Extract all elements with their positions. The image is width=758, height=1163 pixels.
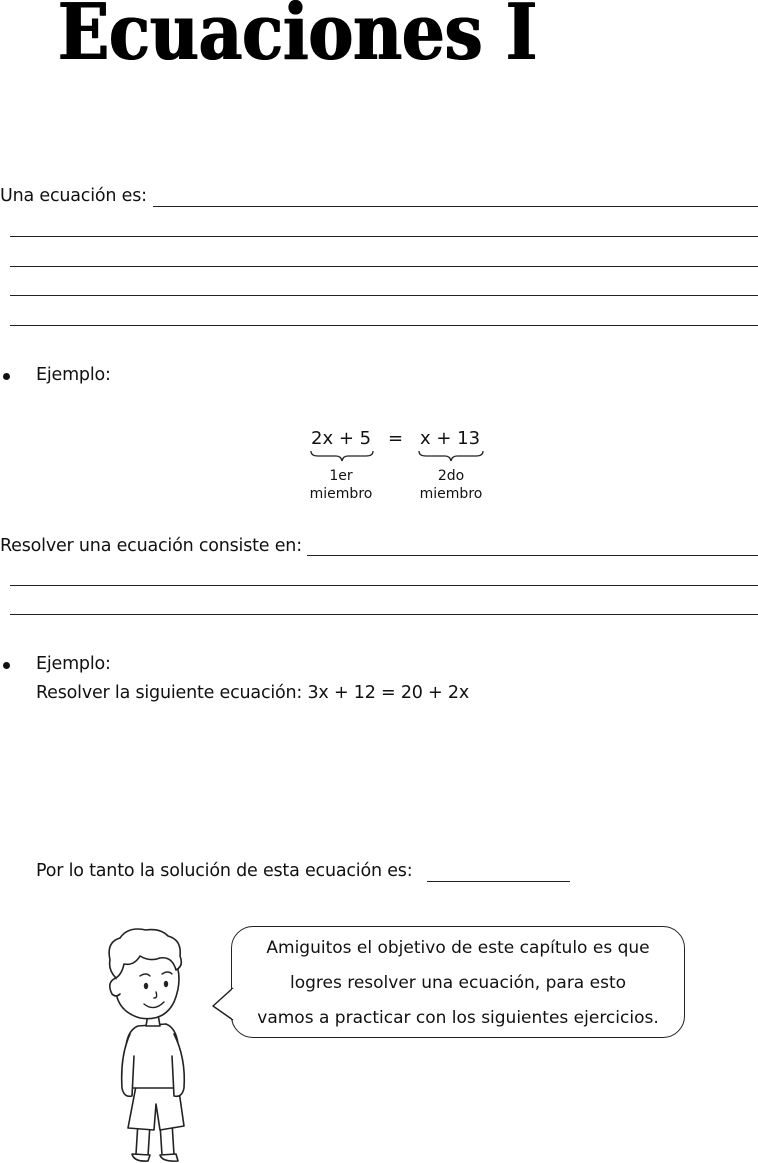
answer-line[interactable] — [10, 295, 758, 296]
speech-bubble — [231, 926, 685, 1038]
boy-illustration — [98, 926, 208, 1163]
answer-line[interactable] — [10, 585, 758, 586]
underbrace-icon — [310, 449, 374, 463]
example-label: Ejemplo: — [36, 654, 111, 674]
equation-equals: = — [388, 428, 404, 449]
solution-answer-line[interactable] — [427, 881, 570, 882]
equation-right-side: x + 13 — [420, 428, 481, 449]
solve-prompt: Resolver una ecuación consiste en: — [0, 536, 302, 556]
definition-prompt: Una ecuación es: — [0, 186, 147, 206]
speech-bubble-line: vamos a practicar con los siguientes ejercicios. — [257, 1008, 659, 1028]
answer-line[interactable] — [10, 325, 758, 326]
bullet-icon — [3, 373, 10, 380]
answer-line[interactable] — [153, 206, 758, 207]
left-member-label: 1er miembro — [309, 468, 373, 502]
example-label: Ejemplo: — [36, 365, 111, 385]
right-member-label: 2do miembro — [419, 468, 483, 502]
conclusion-text: Por lo tanto la solución de esta ecuación es: — [36, 861, 413, 881]
bullet-icon — [3, 662, 10, 669]
page-title: Ecuaciones I — [58, 0, 538, 78]
speech-bubble-line: logres resolver una ecuación, para esto — [289, 973, 627, 993]
example-instruction: Resolver la siguiente ecuación: 3x + 12 = 20 + 2x — [36, 683, 469, 703]
speech-bubble-line: Amiguitos el objetivo de este capítulo es que — [266, 938, 650, 958]
answer-line[interactable] — [307, 555, 758, 556]
speech-bubble-tail — [211, 986, 235, 1024]
equation-left-side: 2x + 5 — [311, 428, 372, 449]
underbrace-icon — [418, 449, 484, 463]
answer-line[interactable] — [10, 614, 758, 615]
answer-line[interactable] — [10, 266, 758, 267]
answer-line[interactable] — [10, 236, 758, 237]
